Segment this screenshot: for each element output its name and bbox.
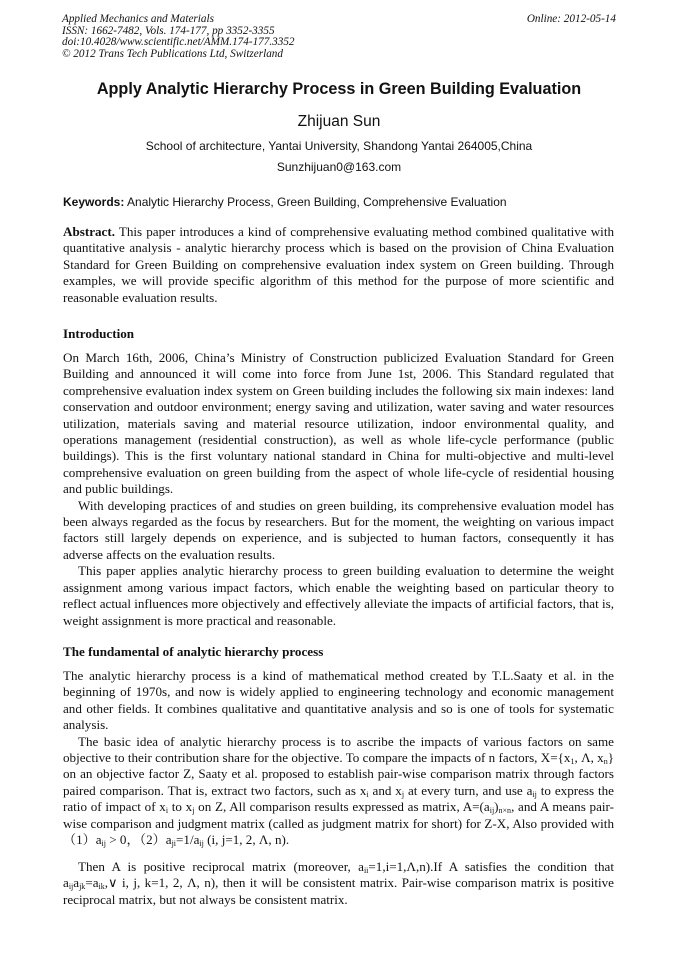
issn-line: ISSN: 1662-7482, Vols. 174-177, pp 3352-3355 (62, 24, 275, 37)
author-name: Zhijuan Sun (297, 113, 381, 130)
online-date: Online: 2012-05-14 (526, 13, 616, 25)
abstract-text: This paper introduces a kind of comprehensive evaluating method combined qualitative with quantitative analysis - analytic hierarchy process which is based on the provision of China Evaluation Standard for Green Building on comprehensive evaluation index system on Green building. Through examples, we will provide specific algorithm of this method for the purpose of more scientific and reasonable evaluation results. (63, 224, 614, 305)
abstract-label: Abstract. (63, 224, 115, 239)
introduction-body (63, 350, 614, 629)
paragraph: The analytic hierarchy process is a kind of mathematical method created by T.L.Saaty et al. in the beginning of 1970s, and now is widely applied to engineering technology and economic management and other fields. It combines qualitative and quantitative analysis and so is one of tools for systematic analysis. (63, 668, 614, 733)
section-heading-fundamental: The fundamental of analytic hierarchy process (63, 644, 324, 659)
fundamental-body (63, 668, 614, 848)
paragraph: Then A is positive reciprocal matrix (moreover, $a_{ii}=1,i=1,\Lambda,n).If$ A satisfies the condition that $a_{ij}a_{jk}=a_{ik},\vee$ i, j, k=1, 2, Λ, n), then it will be consistent matrix. Pair-wise comparison matrix is positive reciprocal matrix, but not always be consistent matrix. (63, 859, 614, 907)
keywords-text: Analytic Hierarchy Process, Green Building, Comprehensive Evaluation (124, 195, 507, 209)
paragraph: On March 16th, 2006, China’s Ministry of Construction publicized Evaluation Standard for Green Building and announced it will come into force from June 1st, 2006. This Standard regulated that comprehensive evaluation index system on Green building includes the following six main indexes: land conservation and outdoor environment; energy saving and utilization, water saving and water resources utilization, materials saving and material resource utilization, indoor environmental quality, and operations management (residential construction), as well as whole life-cycle performance (public buildings). This is the first voluntary national standard in China for multi-objective and multi-level comprehensive evaluation on green building from the aspect of whole life-cycle of residential housing and public buildings. (63, 350, 614, 497)
fundamental-body-continued (63, 859, 614, 908)
copyright-line: © 2012 Trans Tech Publications Ltd, Switzerland (62, 47, 283, 60)
paragraph: With developing practices of and studies on green building, its comprehensive evaluation model has been always regarded as the focus by researchers. But for the moment, the weighting on various impact factors still largely depends on experience, and is subjected to human factors, consequently it has adverse affects on the evaluation results. (63, 497, 614, 562)
keywords-label: Keywords: (63, 195, 125, 209)
keywords (63, 195, 507, 209)
author-affiliation: School of architecture, Yantai University, Shandong Yantai 264005,China (145, 139, 533, 153)
journal-name: Applied Mechanics and Materials (62, 13, 214, 25)
doi-line: doi:10.4028/www.scientific.net/AMM.174-177.3352 (62, 36, 295, 49)
paragraph: The basic idea of analytic hierarchy process is to ascribe the impacts of various factors on same objective to their contribution share for the objective. To compare the impacts of n factors, $X=\{x_1$, Λ, $x_n$} on an objective factor Z, Saaty et al. proposed to establish pair-wise comparison matrix through factors paired comparison. That is, extract two factors, such as $x_i$ and $x_j$ at every turn, and use $a_{ij}$ to express the ratio of impact of $x_i$ to $x_j$ on Z, All comparison results expressed as matrix, $A=(a_{ij})_{n\times n}$, and A means pair-wise comparison and judgment matrix (called as judgment matrix for short) for Z-X, Also provided with $(1)a_{ij} > 0$，$(2)a_{ji}=1/a_{ij}$ (i, j=1, 2, Λ, n). (63, 733, 615, 849)
author-email: Sunzhijuan0@163.com (276, 160, 402, 174)
paper-title: Apply Analytic Hierarchy Process in Green Building Evaluation (96, 80, 582, 98)
abstract (63, 224, 614, 306)
paragraph: This paper applies analytic hierarchy process to green building evaluation to determine the weight assignment among various impact factors, which enable the weighting based on particular theory to reflect actual influences more objectively and effectively alleviate the impacts of artificial factors, that is, weight assignment is more practical and reasonable. (63, 563, 614, 628)
section-heading-introduction: Introduction (63, 326, 135, 341)
